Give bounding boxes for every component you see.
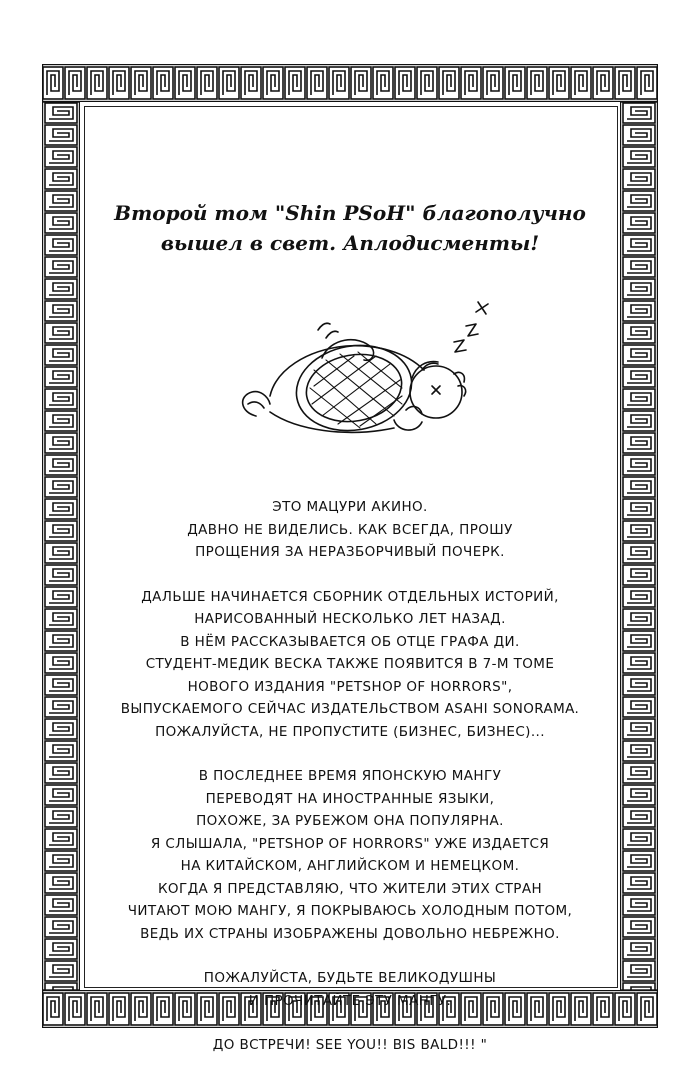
text-line: НА КИТАЙСКОМ, АНГЛИЙСКОМ И НЕМЕЦКОМ.	[180, 858, 520, 874]
text-line: ПЕРЕВОДЯТ НА ИНОСТРАННЫЕ ЯЗЫКИ,	[205, 790, 495, 807]
basket-shell	[290, 337, 419, 440]
zzz-sfx	[454, 302, 488, 352]
afterword-text	[84, 496, 616, 1079]
text-line: ПОЖАЛУЙСТА, НЕ ПРОПУСТИТЕ (БИЗНЕС, БИЗНЕС)...	[155, 723, 545, 740]
text-paragraph	[84, 1034, 616, 1057]
heading-line: Второй том "Shin PSoH" благополучно	[114, 201, 586, 225]
text-line: В ПОСЛЕДНЕЕ ВРЕМЯ ЯПОНСКУЮ МАНГУ	[198, 768, 502, 784]
text-line: Я СЛЫШАЛА, "PETSHOP OF HORRORS" УЖЕ ИЗДАЕТСЯ	[150, 835, 550, 852]
text-line: ДО ВСТРЕЧИ! SEE YOU!! BIS BALD!!! "	[212, 1037, 488, 1053]
text-line: ВЕДЬ ИХ СТРАНЫ ИЗОБРАЖЕНЫ ДОВОЛЬНО НЕБРЕЖНО.	[140, 925, 560, 942]
sleeping-character-doodle	[226, 300, 496, 460]
text-line: И ПРОЧИТАЙТЕ ЭТУ МАНГУ.	[248, 992, 452, 1009]
text-line: НОВОГО ИЗДАНИЯ "PETSHOP OF HORRORS",	[187, 678, 513, 695]
x-eye	[432, 386, 440, 394]
text-line: ПОЖАЛУЙСТА, БУДЬТЕ ВЕЛИКОДУШНЫ	[203, 970, 497, 986]
text-line: ДАЛЬШЕ НАЧИНАЕТСЯ СБОРНИК ОТДЕЛЬНЫХ ИСТОРИЙ,	[141, 588, 559, 605]
tail-shape	[243, 392, 270, 416]
text-paragraph	[84, 967, 616, 1012]
text-line: КОГДА Я ПРЕДСТАВЛЯЮ, ЧТО ЖИТЕЛИ ЭТИХ СТРАН	[157, 880, 543, 897]
page-heading	[84, 198, 616, 258]
text-line: В НЁМ РАССКАЗЫВАЕТСЯ ОБ ОТЦЕ ГРАФА ДИ.	[180, 633, 520, 650]
text-line: ДАВНО НЕ ВИДЕЛИСЬ. КАК ВСЕГДА, ПРОШУ	[187, 521, 513, 538]
text-line: ВЫПУСКАЕМОГО СЕЙЧАС ИЗДАТЕЛЬСТВОМ ASAHI SONORAMA.	[120, 701, 580, 717]
greek-key-border-top	[42, 64, 658, 102]
greek-key-border-left	[42, 102, 80, 990]
text-line: НАРИСОВАННЫЙ НЕСКОЛЬКО ЛЕТ НАЗАД.	[194, 611, 506, 627]
text-line: ЭТО МАЦУРИ АКИНО.	[272, 499, 428, 515]
text-paragraph	[84, 496, 616, 564]
text-paragraph	[84, 586, 616, 744]
heading-line: вышел в свет. Аплодисменты!	[160, 231, 540, 255]
greek-key-border-right	[620, 102, 658, 990]
text-line: ПОХОЖЕ, ЗА РУБЕЖОМ ОНА ПОПУЛЯРНА.	[196, 813, 504, 829]
text-line: СТУДЕНТ-МЕДИК ВЕСКА ТАКЖЕ ПОЯВИТСЯ В 7-М ТОМЕ	[145, 656, 555, 672]
text-paragraph	[84, 765, 616, 945]
text-line: ЧИТАЮТ МОЮ МАНГУ, Я ПОКРЫВАЮСЬ ХОЛОДНЫМ ПОТОМ,	[127, 903, 573, 919]
text-line: ПРОЩЕНИЯ ЗА НЕРАЗБОРЧИВЫЙ ПОЧЕРК.	[195, 544, 505, 560]
